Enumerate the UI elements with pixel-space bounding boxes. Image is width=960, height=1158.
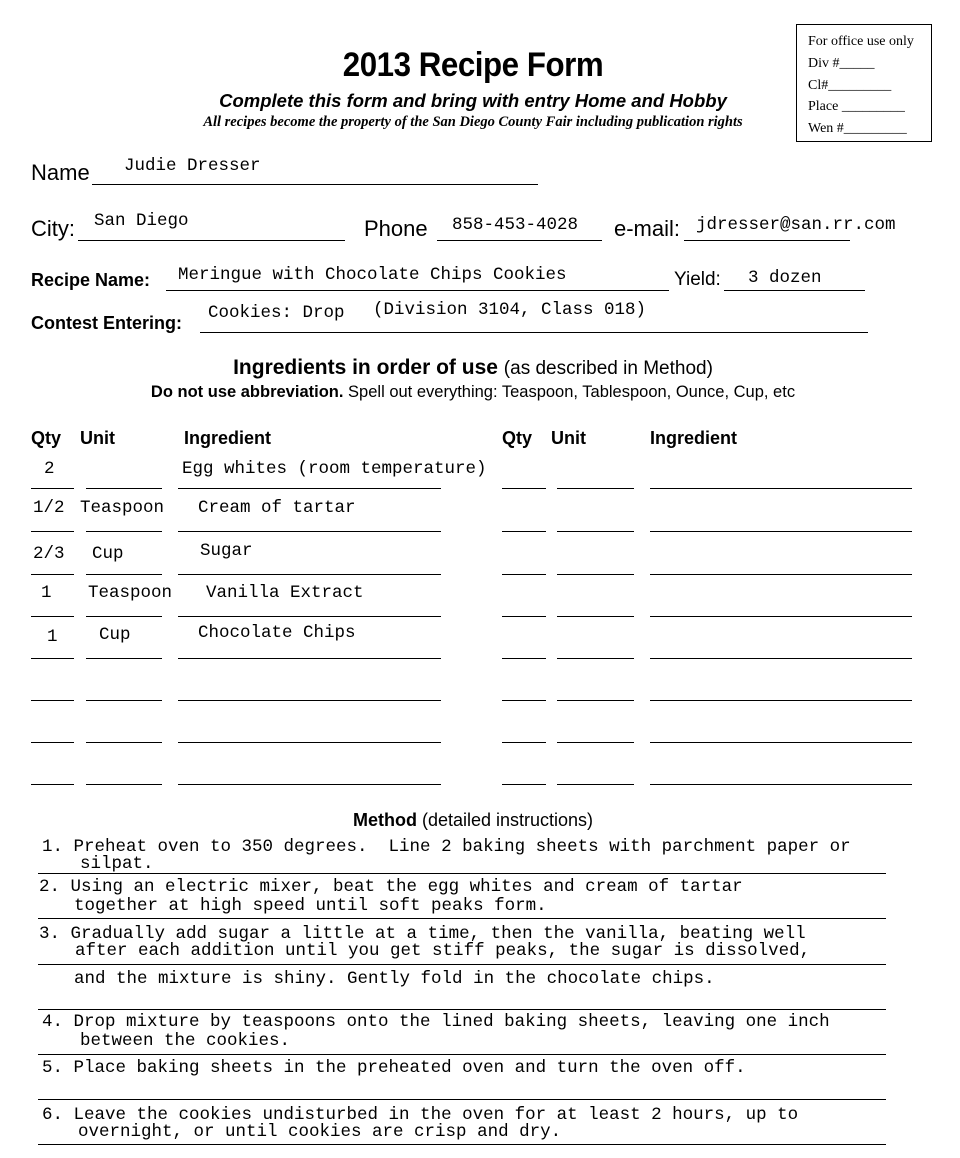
row4-unit-line: [86, 616, 162, 617]
contest-underline: [200, 332, 868, 333]
row7-qty-line: [31, 742, 74, 743]
row1-ingredient-line: [178, 488, 441, 489]
row5-ingredient-line: [178, 658, 441, 659]
ingredient-qty[interactable]: 2: [44, 459, 55, 479]
row7-qty-line-right: [502, 742, 546, 743]
row3-ingredient-line: [178, 574, 441, 575]
name-underline: [92, 184, 538, 185]
name-field[interactable]: Judie Dresser: [124, 156, 261, 176]
col-ingredient-left: Ingredient: [184, 428, 272, 448]
row3-unit-line-right: [557, 574, 634, 575]
method-line: [38, 1144, 886, 1145]
contest-label: Contest Entering:: [31, 313, 182, 333]
yield-underline: [724, 290, 865, 291]
row8-unit-line: [86, 784, 162, 785]
method-step-6-cont[interactable]: overnight, or until cookies are crisp and dry.: [78, 1122, 562, 1142]
method-line: [38, 1099, 886, 1100]
city-field[interactable]: San Diego: [94, 211, 189, 231]
instruction-rest: Spell out everything: Teaspoon, Tablespoon, Ounce, Cup, etc: [348, 383, 796, 401]
ingredient-unit[interactable]: Teaspoon: [88, 583, 173, 603]
ingredient-qty[interactable]: 1: [41, 583, 52, 603]
row4-ingredient-line-right: [650, 616, 912, 617]
method-step-6[interactable]: 6. Leave the cookies undisturbed in the oven for at least 2 hours, up to: [42, 1105, 799, 1125]
ingredients-instruction: [0, 383, 946, 402]
col-unit-left: Unit: [80, 428, 115, 448]
instruction-bold: Do not use abbreviation.: [150, 383, 344, 401]
row4-unit-line-right: [557, 616, 634, 617]
row4-qty-line-right: [502, 616, 546, 617]
row6-qty-line-right: [502, 700, 546, 701]
office-wen-field[interactable]: Wen #_________: [808, 121, 907, 137]
row2-unit-line: [86, 531, 162, 532]
contest-field[interactable]: Cookies: Drop: [208, 303, 345, 323]
ingredient-name[interactable]: Vanilla Extract: [206, 583, 364, 603]
col-unit-right: Unit: [551, 428, 586, 448]
row6-ingredient-line-right: [650, 700, 912, 701]
contest-division: (Division 3104, Class 018): [373, 300, 647, 320]
method-title-note: (detailed instructions): [421, 810, 594, 830]
method-line: [38, 918, 886, 919]
row6-unit-line: [86, 700, 162, 701]
form-title: 2013 Recipe Form: [342, 46, 604, 84]
recipe-name-label: Recipe Name:: [31, 270, 151, 290]
row8-unit-line-right: [557, 784, 634, 785]
row2-unit-line-right: [557, 531, 634, 532]
row5-unit-line: [86, 658, 162, 659]
ingredient-unit[interactable]: Cup: [99, 625, 131, 645]
method-step-5[interactable]: 5. Place baking sheets in the preheated oven and turn the oven off.: [42, 1058, 746, 1078]
row5-unit-line-right: [557, 658, 634, 659]
row6-ingredient-line: [178, 700, 441, 701]
row7-unit-line: [86, 742, 162, 743]
method-step-3-cont2[interactable]: and the mixture is shiny. Gently fold in the chocolate chips.: [74, 969, 715, 989]
row8-qty-line: [31, 784, 74, 785]
email-label: e-mail:: [614, 216, 681, 241]
row8-qty-line-right: [502, 784, 546, 785]
method-step-1-cont[interactable]: silpat.: [80, 854, 154, 874]
row6-unit-line-right: [557, 700, 634, 701]
method-title: Method: [352, 810, 417, 830]
recipe-name-field[interactable]: Meringue with Chocolate Chips Cookies: [178, 265, 567, 285]
city-underline: [78, 240, 345, 241]
row8-ingredient-line-right: [650, 784, 912, 785]
ingredient-name[interactable]: Cream of tartar: [198, 498, 356, 518]
method-step-4[interactable]: 4. Drop mixture by teaspoons onto the lined baking sheets, leaving one inch: [42, 1012, 830, 1032]
col-ingredient-right: Ingredient: [650, 428, 738, 448]
email-underline: [684, 240, 850, 241]
row5-qty-line: [31, 658, 74, 659]
name-label: Name: [31, 160, 90, 185]
row1-qty-line: [31, 488, 74, 489]
method-step-1[interactable]: 1. Preheat oven to 350 degrees. Line 2 baking sheets with parchment paper or: [42, 837, 851, 857]
phone-field[interactable]: 858-453-4028: [452, 215, 579, 235]
row5-ingredient-line-right: [650, 658, 912, 659]
row3-qty-line: [31, 574, 74, 575]
row3-unit-line: [86, 574, 162, 575]
office-place-field[interactable]: Place _________: [808, 99, 905, 115]
ingredients-heading: [0, 356, 946, 380]
col-qty-right: Qty: [502, 428, 533, 448]
row2-qty-line: [31, 531, 74, 532]
row2-ingredient-line-right: [650, 531, 912, 532]
row7-ingredient-line: [178, 742, 441, 743]
office-div-field[interactable]: Div #_____: [808, 55, 875, 71]
method-step-3[interactable]: 3. Gradually add sugar a little at a time, then the vanilla, beating well: [39, 924, 806, 944]
row1-ingredient-line-right: [650, 488, 912, 489]
ingredient-name[interactable]: Chocolate Chips: [198, 623, 356, 643]
ingredient-name[interactable]: Sugar: [200, 541, 253, 561]
ingredient-unit[interactable]: Cup: [92, 544, 124, 564]
ingredient-unit[interactable]: Teaspoon: [80, 498, 165, 518]
row6-qty-line: [31, 700, 74, 701]
method-step-2[interactable]: 2. Using an electric mixer, beat the egg whites and cream of tartar: [39, 877, 743, 897]
method-line: [38, 964, 886, 965]
col-qty-left: Qty: [31, 428, 62, 448]
yield-field[interactable]: 3 dozen: [748, 268, 822, 288]
method-line: [38, 1054, 886, 1055]
row1-qty-line-right: [502, 488, 546, 489]
method-line: [38, 873, 886, 874]
ingredient-qty[interactable]: 1/2: [33, 498, 65, 518]
row3-qty-line-right: [502, 574, 546, 575]
method-heading: [0, 810, 946, 831]
phone-label: Phone: [364, 216, 428, 241]
city-label: City:: [31, 216, 75, 241]
row4-qty-line: [31, 616, 74, 617]
row1-unit-line: [86, 488, 162, 489]
email-field[interactable]: jdresser@san.rr.com: [696, 215, 896, 235]
row5-qty-line-right: [502, 658, 546, 659]
recipe-name-underline: [166, 290, 669, 291]
form-subtitle: Complete this form and bring with entry Home and Hobby: [219, 90, 727, 111]
yield-label: Yield:: [674, 269, 721, 290]
method-step-2-cont[interactable]: together at high speed until soft peaks form.: [74, 896, 547, 916]
office-cl-field[interactable]: Cl#_________: [808, 77, 892, 93]
row3-ingredient-line-right: [650, 574, 912, 575]
method-step-4-cont[interactable]: between the cookies.: [80, 1031, 291, 1051]
row7-unit-line-right: [557, 742, 634, 743]
office-use-heading: For office use only: [808, 34, 914, 49]
form-note: All recipes become the property of the San Diego County Fair including publication rights: [203, 114, 743, 130]
row2-ingredient-line: [178, 531, 441, 532]
phone-underline: [437, 240, 602, 241]
ingredients-title-note: (as described in Method): [503, 358, 713, 379]
row7-ingredient-line-right: [650, 742, 912, 743]
row4-ingredient-line: [178, 616, 441, 617]
row2-qty-line-right: [502, 531, 546, 532]
row1-unit-line-right: [557, 488, 634, 489]
method-step-3-cont[interactable]: after each addition until you get stiff peaks, the sugar is dissolved,: [75, 941, 811, 961]
ingredients-title: Ingredients in order of use: [233, 356, 498, 379]
method-line: [38, 1009, 886, 1010]
ingredient-name[interactable]: Egg whites (room temperature): [182, 459, 487, 479]
row8-ingredient-line: [178, 784, 441, 785]
ingredient-qty[interactable]: 2/3: [33, 544, 65, 564]
ingredient-qty[interactable]: 1: [47, 627, 58, 647]
